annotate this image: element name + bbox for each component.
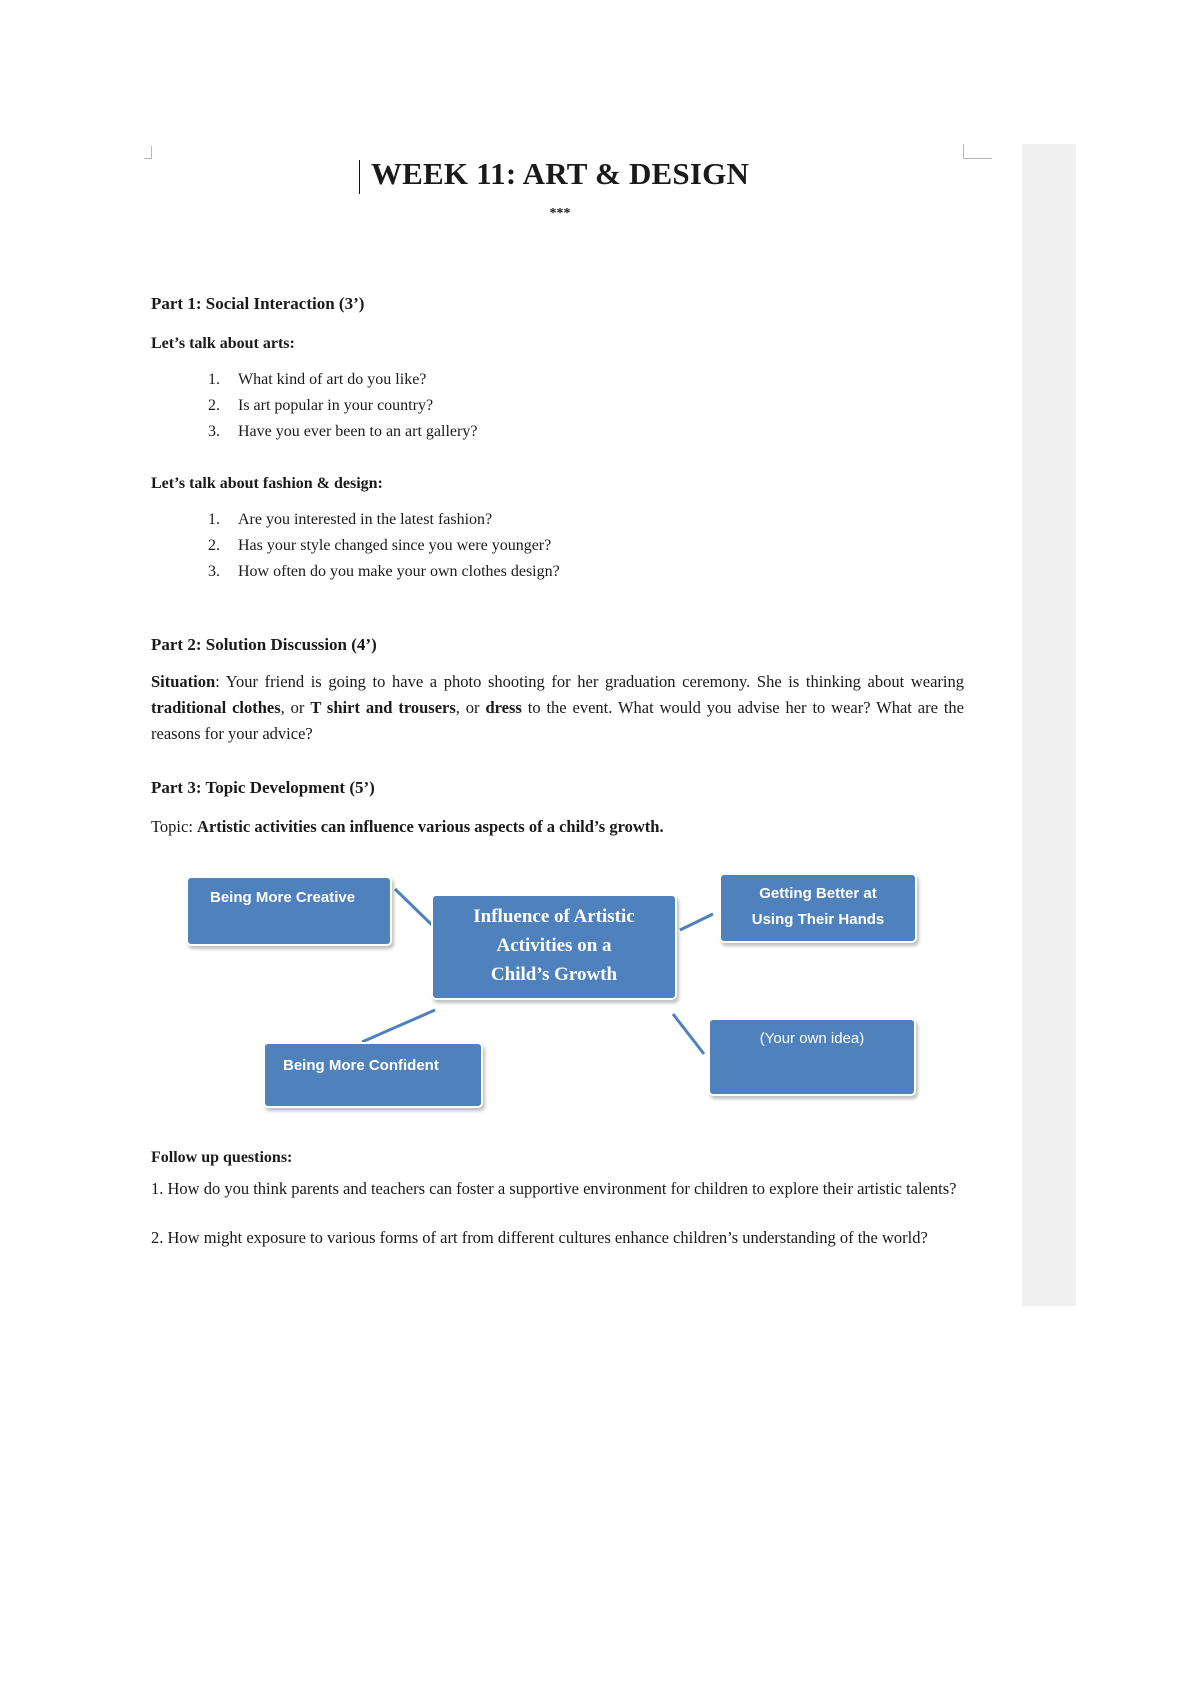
followup-question-2: 2. How might exposure to various forms of art from different cultures enhance children’s understanding of the world?	[151, 1228, 928, 1247]
part1-heading: Part 1: Social Interaction (3’)	[151, 294, 365, 313]
situation-paragraph: Situation: Your friend is going to have a photo shooting for her graduation ceremony. She is thinking about wearing traditional clothes, or T shirt and trousers, or dress to the event. What would you advise her to wear? What are the reasons for your advice?	[151, 672, 964, 743]
followup-question-1: 1. How do you think parents and teachers can foster a supportive environment for children to explore their artistic talents?	[151, 1179, 957, 1198]
arts-heading: Let’s talk about arts:	[151, 335, 295, 352]
fashion-question-list	[208, 507, 560, 585]
node-your-own-idea: (Your own idea)	[708, 1018, 916, 1096]
part3-heading: Part 3: Topic Development (5’)	[151, 778, 375, 797]
connector-line	[673, 1014, 704, 1054]
part2-heading: Part 2: Solution Discussion (4’)	[151, 635, 377, 654]
page-title[interactable]: WEEK 11: ART & DESIGN	[370, 156, 750, 191]
list-item: 2. Is art popular in your country?	[208, 397, 434, 414]
list-item: 3. Have you ever been to an art gallery?	[208, 423, 478, 440]
arts-question-list	[208, 367, 477, 445]
node-being-more-creative: Being More Creative	[186, 876, 392, 946]
list-item: 1. What kind of art do you like?	[208, 371, 427, 388]
connector-line	[680, 914, 713, 930]
list-item: 1. Are you interested in the latest fashion?	[208, 511, 493, 528]
followup-heading: Follow up questions:	[151, 1149, 293, 1166]
mind-map	[180, 870, 920, 1110]
list-item: 3. How often do you make your own clothes design?	[208, 563, 560, 580]
title-stars: ***	[549, 206, 571, 221]
side-panel	[1022, 144, 1076, 1306]
node-center-topic: Influence of Artistic Activities on a Child’s Growth	[431, 894, 677, 1000]
node-being-more-confident: Being More Confident	[263, 1042, 483, 1108]
list-item: 2. Has your style changed since you were younger?	[208, 537, 552, 554]
connector-line	[395, 889, 432, 925]
topic-line: Topic: Artistic activities can influence various aspects of a child’s growth.	[151, 817, 664, 836]
node-using-their-hands: Getting Better at Using Their Hands	[719, 873, 917, 943]
connector-line	[362, 1010, 435, 1042]
fashion-heading: Let’s talk about fashion & design:	[151, 475, 383, 492]
